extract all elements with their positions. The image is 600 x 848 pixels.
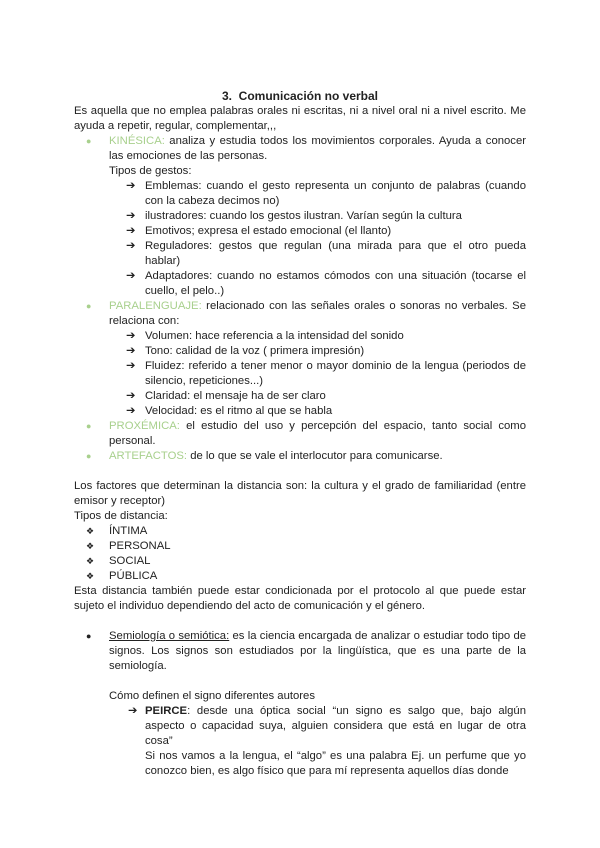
arrow-icon: ➔ (126, 360, 136, 372)
diamond-icon: ❖ (86, 526, 95, 536)
list-item: ➔ Claridad: el mensaje ha de ser claro (126, 390, 326, 402)
distance-item: ❖ PERSONAL (86, 540, 171, 552)
list-item: ➔ Tono: calidad de la voz ( primera impresión) (126, 345, 365, 357)
list-item: ➔ Fluidez: referido a tener menor o mayor dominio de la lengua (periodos de silencio, repeticiones...) (126, 360, 526, 387)
distance-item: ❖ ÍNTIMA (86, 525, 148, 537)
spacer (74, 674, 526, 689)
list-item: ➔ Velocidad: es el ritmo al que se habla (126, 405, 333, 417)
diamond-icon: ❖ (86, 571, 95, 581)
arrow-icon: ➔ (128, 705, 138, 717)
diamond-icon: ❖ (86, 541, 95, 551)
spacer (74, 464, 526, 479)
arrow-icon: ➔ (126, 345, 136, 357)
list-item: ➔ Reguladores: gestos que regulan (una mirada para que el otro pueda hablar) (126, 240, 526, 267)
distance-item: ❖ SOCIAL (86, 555, 151, 567)
list-item: ➔ ilustradores: cuando los gestos ilustran. Varían según la cultura (126, 210, 462, 222)
arrow-icon: ➔ (126, 405, 136, 417)
bullet-marker: ● (86, 421, 92, 431)
bullet-marker: ● (86, 631, 92, 641)
term-proxemica: PROXÉMICA: (109, 420, 180, 432)
author-peirce: ➔ PEIRCE: desde una óptica social “un signo es salgo que, bajo algún aspecto o capacidad suya, alguien considera que está en lugar de otra cosa” (128, 705, 526, 747)
bullet-marker: ● (86, 136, 92, 146)
arrow-icon: ➔ (126, 390, 136, 402)
term-kinesica: KINÉSICA: (109, 135, 165, 147)
bullet-marker: ● (86, 451, 92, 461)
bullet-kinesica: ● KINÉSICA: analiza y estudia todos los movimientos corporales. Ayuda a conocer las emociones de las personas. (86, 135, 526, 162)
term-semiologia: Semiología o semiótica: (109, 630, 230, 642)
term-artefactos: ARTEFACTOS: (109, 450, 188, 462)
distance-item: ❖ PÚBLICA (86, 570, 158, 582)
arrow-icon: ➔ (126, 330, 136, 342)
authors-label: Cómo definen el signo diferentes autores (109, 690, 315, 702)
intro-paragraph: Es aquella que no emplea palabras orales ni escritas, ni a nivel oral ni a nivel escrito. Me ayuda a repetir, regular, complementar,,, (74, 105, 526, 132)
peirce-continuation: Si nos vamos a la lengua, el “algo” es una palabra Ej. un perfume que yo conozco bien, es algo físico que para mí representa aquellos días donde (145, 750, 526, 777)
list-item: ➔ Adaptadores: cuando no estamos cómodos con una situación (tocarse el cuello, el pelo..) (126, 270, 526, 297)
spacer (74, 614, 526, 629)
arrow-icon: ➔ (126, 225, 136, 237)
bullet-semiologia: ● Semiología o semiótica: es la ciencia encargada de analizar o estudiar todo tipo de signos. Los signos son estudiados por la lingüística, que es una parte de la semiología. (86, 630, 527, 672)
section-title: 3. Comunicación no verbal (221, 89, 379, 103)
author-name: PEIRCE (145, 705, 188, 717)
arrow-icon: ➔ (126, 240, 136, 252)
bullet-marker: ● (86, 301, 92, 311)
term-paralenguaje: PARALENGUAJE: (109, 300, 202, 312)
gestures-label: Tipos de gestos: (109, 165, 192, 177)
list-item: ➔ Volumen: hace referencia a la intensidad del sonido (126, 330, 404, 342)
arrow-icon: ➔ (126, 180, 136, 192)
distance-note-paragraph: Esta distancia también puede estar condicionada por el protocolo al que puede estar sujeto el individuo dependiendo del acto de comunicación y el género. (74, 585, 526, 612)
arrow-icon: ➔ (126, 270, 136, 282)
bullet-proxemica: ● PROXÉMICA: el estudio del uso y percepción del espacio, tanto social como personal. (86, 420, 526, 447)
bullet-paralenguaje: ● PARALENGUAJE: relacionado con las señales orales o sonoras no verbales. Se relaciona con: (86, 300, 526, 327)
document-page (74, 89, 526, 779)
list-item: ➔ Emblemas: cuando el gesto representa un conjunto de palabras (cuando con la cabeza decimos no) (126, 180, 526, 207)
diamond-icon: ❖ (86, 556, 95, 566)
arrow-icon: ➔ (126, 210, 136, 222)
bullet-artefactos: ● ARTEFACTOS: de lo que se vale el interlocutor para comunicarse. (86, 450, 443, 462)
distance-types-label: Tipos de distancia: (74, 510, 168, 522)
distance-factors-paragraph: Los factores que determinan la distancia son: la cultura y el grado de familiaridad (entre emisor y receptor) (74, 480, 526, 507)
list-item: ➔ Emotivos; expresa el estado emocional (el llanto) (126, 225, 392, 237)
